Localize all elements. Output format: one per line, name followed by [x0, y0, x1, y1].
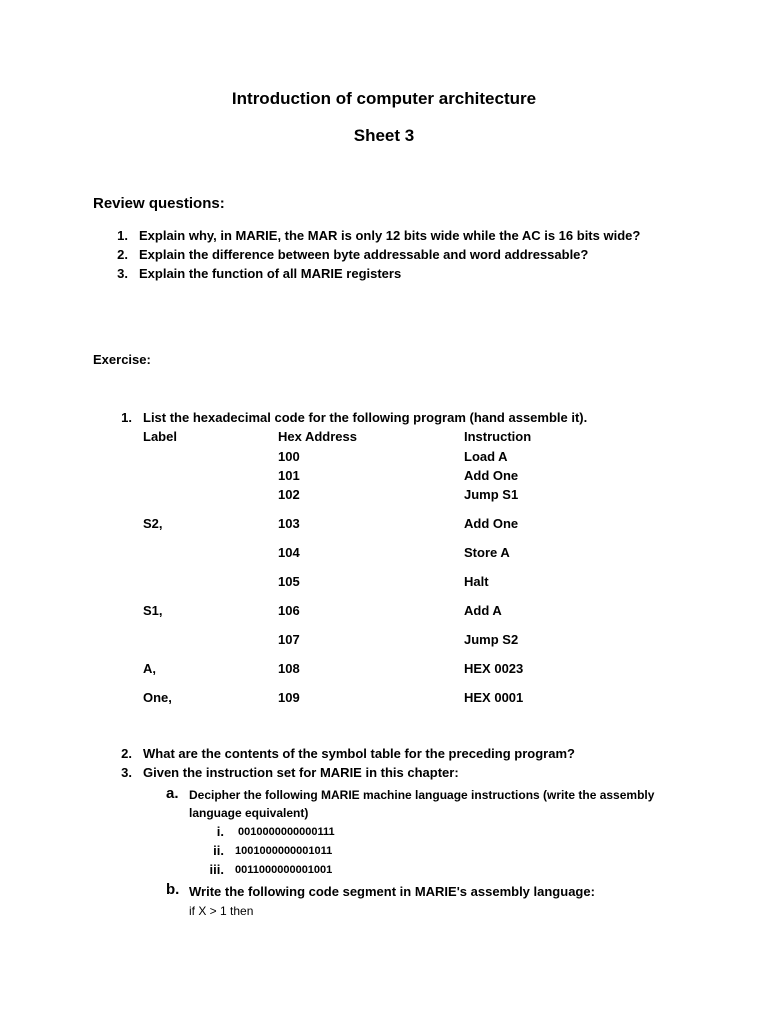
exercise-heading: Exercise: [93, 352, 151, 367]
question-number: 2. [121, 746, 132, 761]
column-header-instruction: Instruction [464, 429, 532, 444]
row-instruction: Load A [464, 449, 508, 464]
row-hex-address: 107 [278, 632, 300, 647]
subquestion-letter: a. [166, 785, 179, 802]
row-hex-address: 100 [278, 449, 300, 464]
review-item-text: Explain the function of all MARIE registers [139, 266, 402, 281]
row-hex-address: 103 [278, 516, 300, 531]
roman-numeral: ii. [213, 843, 224, 858]
question-number: 3. [121, 765, 132, 780]
row-hex-address: 104 [278, 545, 300, 560]
column-header-hex-address: Hex Address [278, 429, 357, 444]
row-hex-address: 108 [278, 661, 300, 676]
question-text: List the hexadecimal code for the following program (hand assemble it). [143, 410, 588, 425]
row-instruction: HEX 0023 [464, 661, 524, 676]
review-item-number: 2. [117, 247, 128, 262]
subquestion-text: Decipher the following MARIE machine language instructions (write the assembly [189, 788, 655, 802]
row-label: One, [143, 690, 172, 705]
review-heading: Review questions: [93, 195, 225, 212]
roman-numeral: i. [216, 824, 224, 839]
review-item-text: Explain the difference between byte addressable and word addressable? [139, 247, 589, 262]
row-instruction: Store A [464, 545, 510, 560]
column-header-label: Label [143, 429, 177, 444]
row-hex-address: 105 [278, 574, 300, 589]
question-text: What are the contents of the symbol table for the preceding program? [143, 746, 575, 761]
row-label: A, [143, 661, 156, 676]
row-instruction: Halt [464, 574, 489, 589]
subquestion-text-continued: language equivalent) [189, 806, 309, 820]
machine-code: 0010000000000111 [238, 826, 335, 838]
review-item-number: 3. [117, 266, 128, 281]
row-instruction: Add One [464, 516, 519, 531]
row-hex-address: 102 [278, 487, 300, 502]
page-subtitle: Sheet 3 [353, 126, 415, 145]
review-item-text: Explain why, in MARIE, the MAR is only 12 bits wide while the AC is 16 bits wide? [139, 228, 641, 243]
machine-code: 0011000000001001 [235, 864, 333, 876]
machine-code: 1001000000001011 [235, 845, 333, 857]
row-instruction: Jump S2 [464, 632, 519, 647]
row-label: S1, [143, 603, 163, 618]
row-instruction: Jump S1 [464, 487, 519, 502]
question-text: Given the instruction set for MARIE in this chapter: [143, 765, 459, 780]
subquestion-letter: b. [166, 881, 180, 898]
row-hex-address: 109 [278, 690, 300, 705]
question-number: 1. [121, 410, 132, 425]
subquestion-text: Write the following code segment in MARIE's assembly language: [189, 884, 595, 899]
roman-numeral: iii. [209, 862, 224, 877]
page-title: Introduction of computer architecture [231, 89, 537, 108]
row-hex-address: 101 [278, 468, 300, 483]
row-label: S2, [143, 516, 163, 531]
code-line: if X > 1 then [189, 904, 254, 918]
row-instruction: Add A [464, 603, 502, 618]
row-instruction: HEX 0001 [464, 690, 524, 705]
review-item-number: 1. [117, 228, 128, 243]
row-hex-address: 106 [278, 603, 300, 618]
row-instruction: Add One [464, 468, 519, 483]
